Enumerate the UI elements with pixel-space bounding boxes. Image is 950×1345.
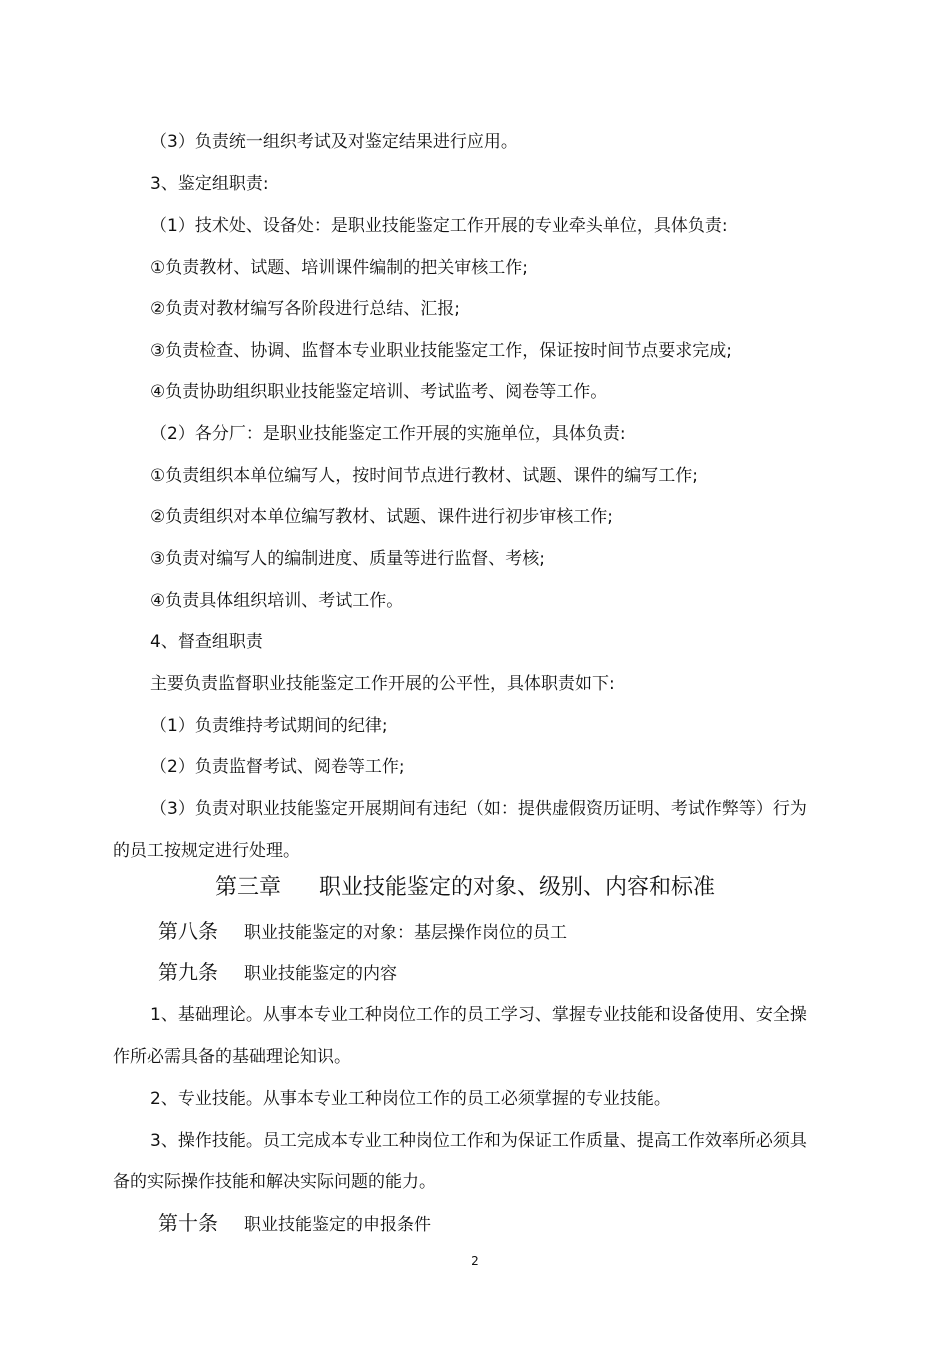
article-9 xyxy=(158,960,397,986)
content-line: 备的实际操作技能和解决实际问题的能力。 xyxy=(113,1172,436,1192)
content-line: 2、专业技能。从事本专业工种岗位工作的员工必须掌握的专业技能。 xyxy=(150,1089,671,1109)
duty-line: （3）负责统一组织考试及对鉴定结果进行应用。 xyxy=(150,132,518,152)
section-heading: 3、鉴定组职责: xyxy=(150,174,269,194)
article-number: 第八条 xyxy=(158,919,218,943)
duty-line: （1）技术处、设备处：是职业技能鉴定工作开展的专业牵头单位，具体负责: xyxy=(150,216,728,236)
article-text: 职业技能鉴定的对象：基层操作岗位的员工 xyxy=(244,923,567,943)
article-number: 第十条 xyxy=(158,1211,218,1235)
article-text: 职业技能鉴定的内容 xyxy=(244,964,397,984)
duty-line-continued: 的员工按规定进行处理。 xyxy=(113,841,300,861)
duty-line: ②负责组织对本单位编写教材、试题、课件进行初步审核工作; xyxy=(150,507,613,527)
chapter-heading xyxy=(215,874,715,902)
duty-line: ④负责具体组织培训、考试工作。 xyxy=(150,591,404,611)
chapter-title: 职业技能鉴定的对象、级别、内容和标准 xyxy=(319,875,716,900)
duty-line: ①负责教材、试题、培训课件编制的把关审核工作; xyxy=(150,258,528,278)
article-text: 职业技能鉴定的申报条件 xyxy=(244,1215,431,1235)
content-line: 作所必需具备的基础理论知识。 xyxy=(113,1047,351,1067)
duty-line: （2）各分厂：是职业技能鉴定工作开展的实施单位，具体负责: xyxy=(150,424,626,444)
duty-line: ③负责对编写人的编制进度、质量等进行监督、考核; xyxy=(150,549,545,569)
duty-line: ②负责对教材编写各阶段进行总结、汇报; xyxy=(150,299,460,319)
section-heading: 4、督查组职责 xyxy=(150,632,263,652)
duty-line: ③负责检查、协调、监督本专业职业技能鉴定工作，保证按时间节点要求完成; xyxy=(150,341,732,361)
duty-line: ①负责组织本单位编写人，按时间节点进行教材、试题、课件的编写工作; xyxy=(150,466,698,486)
content-line: 3、操作技能。员工完成本专业工种岗位工作和为保证工作质量、提高工作效率所必须具 xyxy=(150,1131,807,1151)
duty-line: 主要负责监督职业技能鉴定工作开展的公平性，具体职责如下: xyxy=(150,674,615,694)
page-number: 2 xyxy=(471,1254,479,1268)
duty-line: （3）负责对职业技能鉴定开展期间有违纪（如：提供虚假资历证明、考试作弊等）行为 xyxy=(150,799,807,819)
chapter-number: 第三章 xyxy=(215,875,282,900)
duty-line: （1）负责维持考试期间的纪律; xyxy=(150,716,388,736)
article-10 xyxy=(158,1211,431,1237)
duty-line: （2）负责监督考试、阅卷等工作; xyxy=(150,757,405,777)
article-number: 第九条 xyxy=(158,960,218,984)
duty-line: ④负责协助组织职业技能鉴定培训、考试监考、阅卷等工作。 xyxy=(150,382,608,402)
article-8 xyxy=(158,919,567,945)
content-line: 1、基础理论。从事本专业工种岗位工作的员工学习、掌握专业技能和设备使用、安全操 xyxy=(150,1005,807,1025)
